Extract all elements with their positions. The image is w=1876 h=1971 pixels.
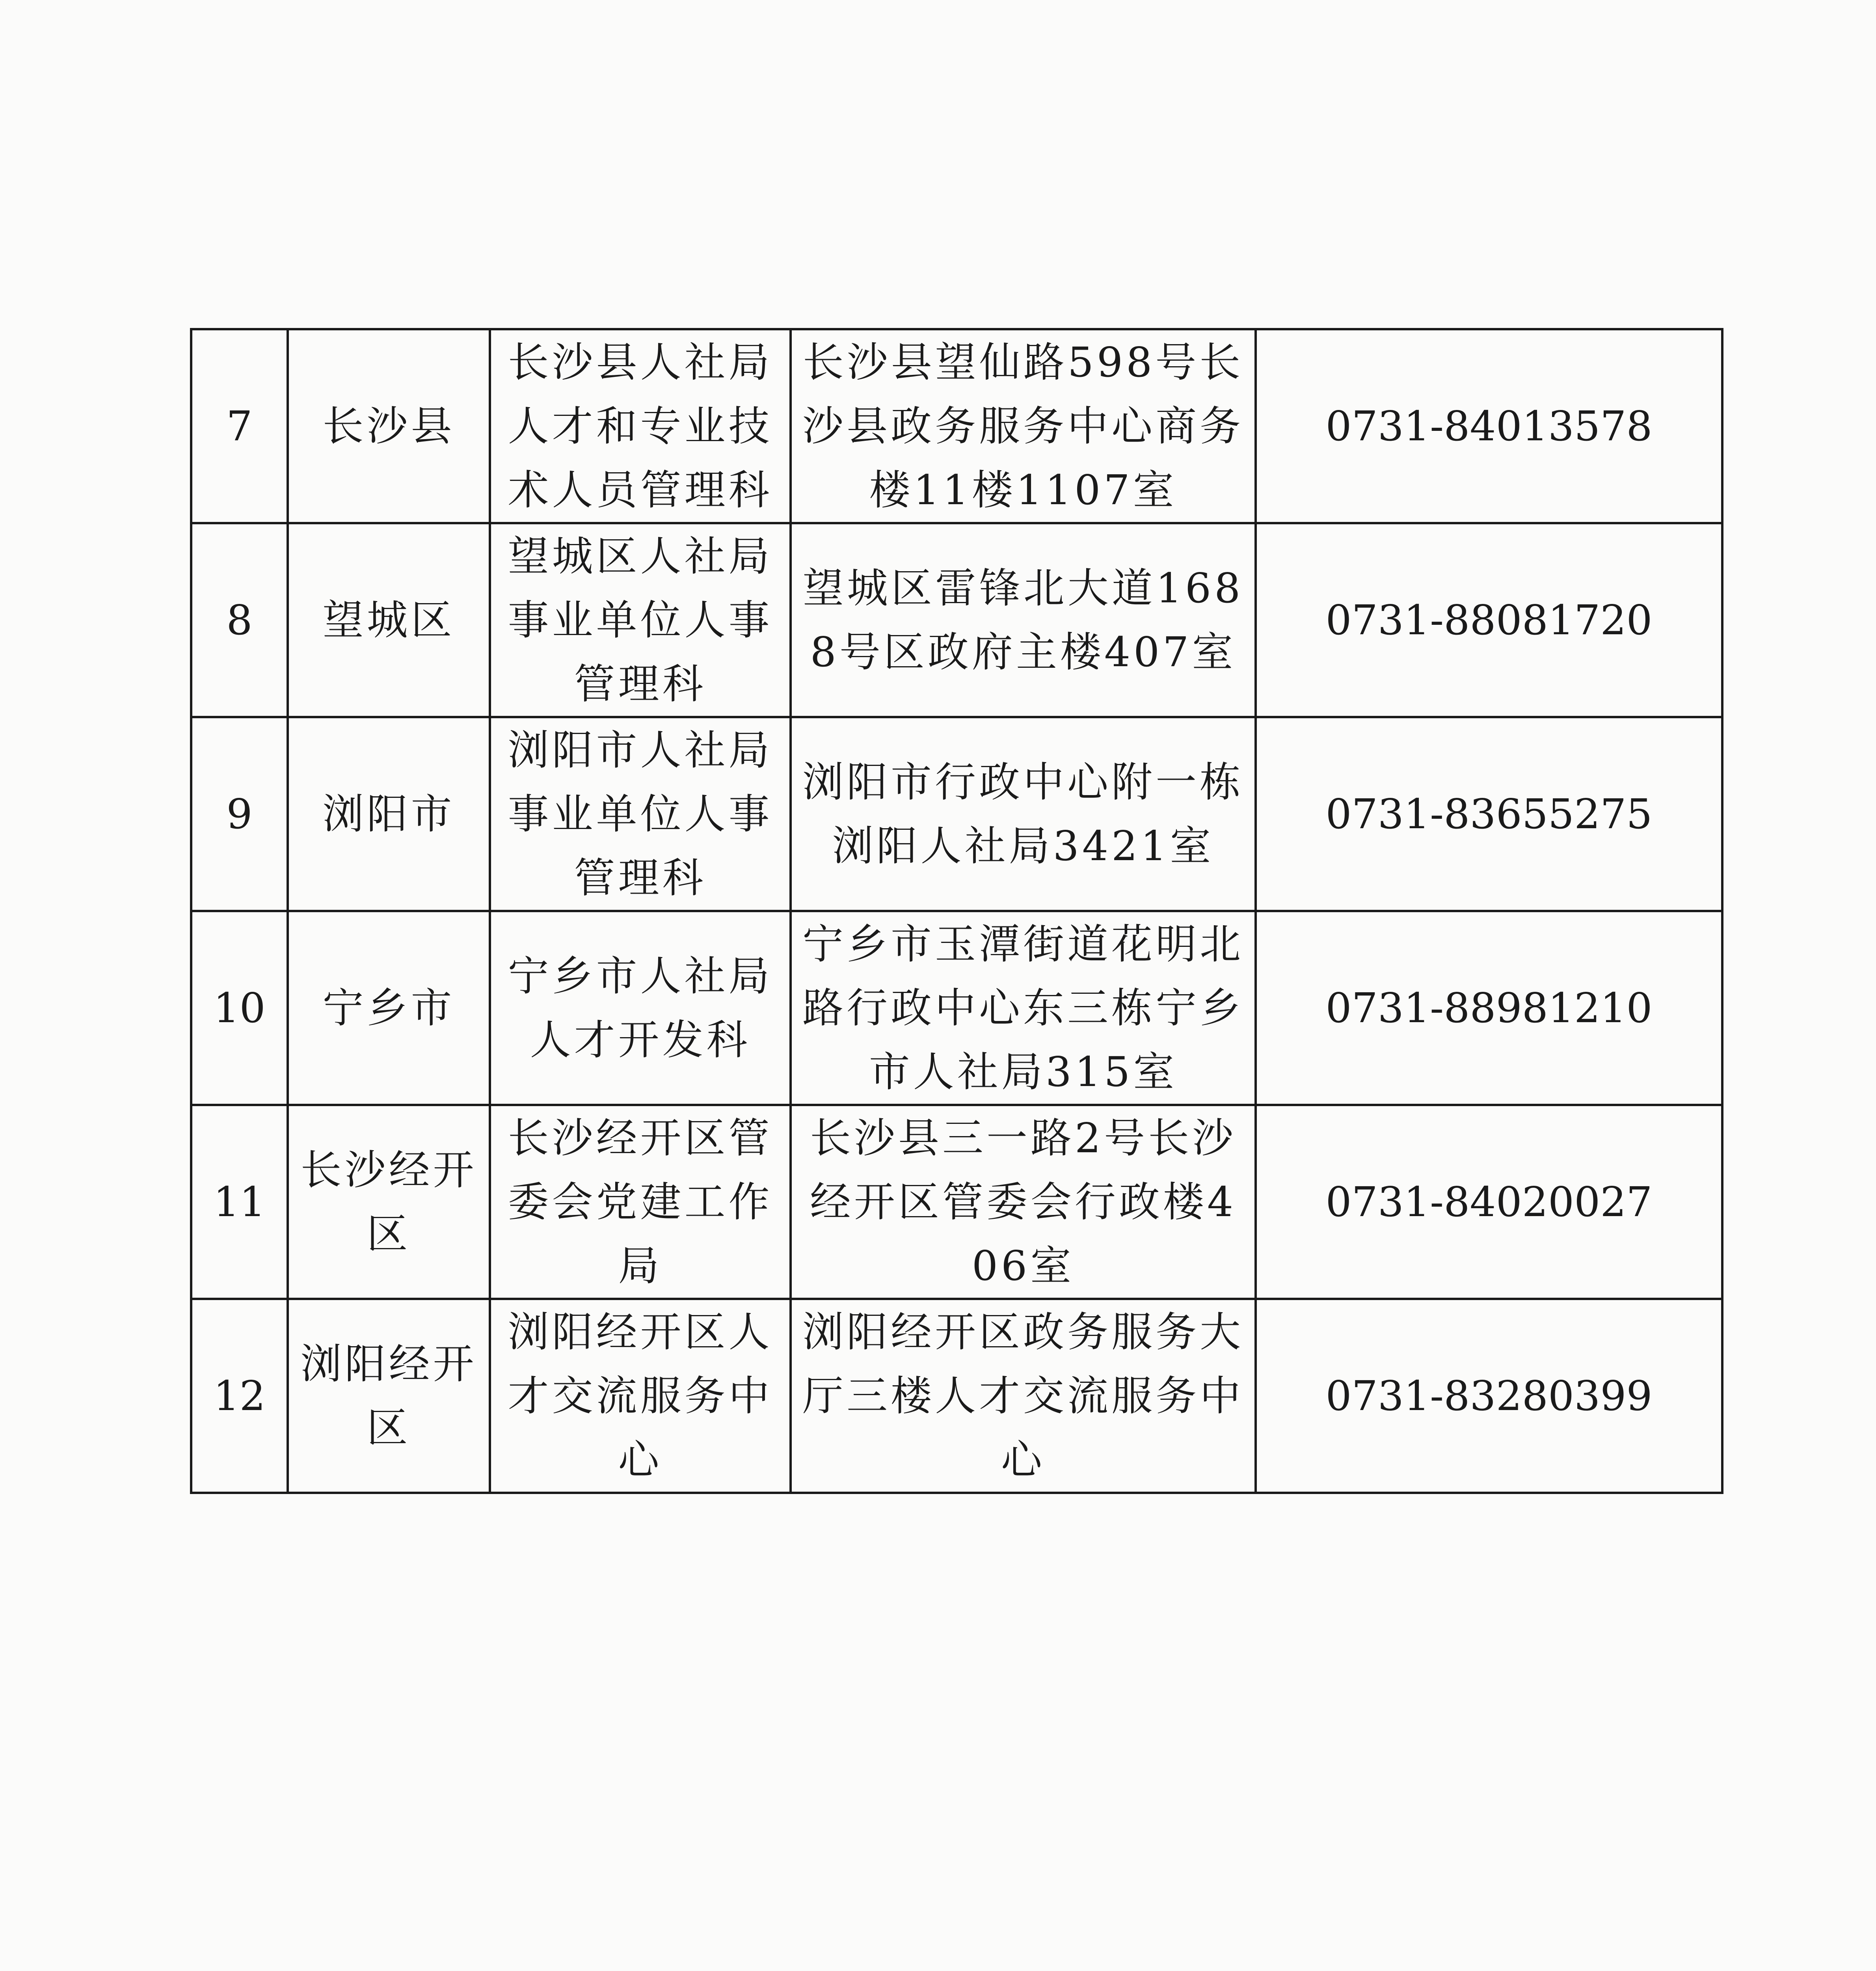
contacts-table [190,328,1723,1494]
department-cell: 望城区人社局事业单位人事管理科 [490,523,791,717]
address-cell: 望城区雷锋北大道1688号区政府主楼407室 [791,523,1256,717]
table-row [191,1299,1722,1493]
address-cell: 浏阳经开区政务服务大厅三楼人才交流服务中心 [791,1299,1256,1493]
address-cell: 长沙县望仙路598号长沙县政务服务中心商务楼11楼1107室 [791,329,1256,523]
department-cell: 长沙县人社局人才和专业技术人员管理科 [490,329,791,523]
phone-cell: 0731-88081720 [1256,523,1722,717]
table-row [191,717,1722,911]
phone-cell: 0731-83655275 [1256,717,1722,911]
region-cell: 浏阳市 [288,717,490,911]
table-row [191,329,1722,523]
region-cell: 长沙经开区 [288,1105,490,1299]
address-cell: 浏阳市行政中心附一栋浏阳人社局3421室 [791,717,1256,911]
region-cell: 浏阳经开区 [288,1299,490,1493]
department-cell: 长沙经开区管委会党建工作局 [490,1105,791,1299]
region-cell: 宁乡市 [288,911,490,1105]
region-cell: 长沙县 [288,329,490,523]
address-cell: 宁乡市玉潭街道花明北路行政中心东三栋宁乡市人社局315室 [791,911,1256,1105]
table-row [191,523,1722,717]
phone-cell: 0731-83280399 [1256,1299,1722,1493]
department-cell: 浏阳市人社局事业单位人事管理科 [490,717,791,911]
row-number: 7 [191,329,288,523]
table-row [191,911,1722,1105]
phone-cell: 0731-88981210 [1256,911,1722,1105]
table-row [191,1105,1722,1299]
row-number: 11 [191,1105,288,1299]
phone-cell: 0731-84020027 [1256,1105,1722,1299]
row-number: 12 [191,1299,288,1493]
phone-cell: 0731-84013578 [1256,329,1722,523]
address-cell: 长沙县三一路2号长沙经开区管委会行政楼406室 [791,1105,1256,1299]
department-cell: 宁乡市人社局人才开发科 [490,911,791,1105]
row-number: 8 [191,523,288,717]
region-cell: 望城区 [288,523,490,717]
row-number: 10 [191,911,288,1105]
department-cell: 浏阳经开区人才交流服务中心 [490,1299,791,1493]
row-number: 9 [191,717,288,911]
